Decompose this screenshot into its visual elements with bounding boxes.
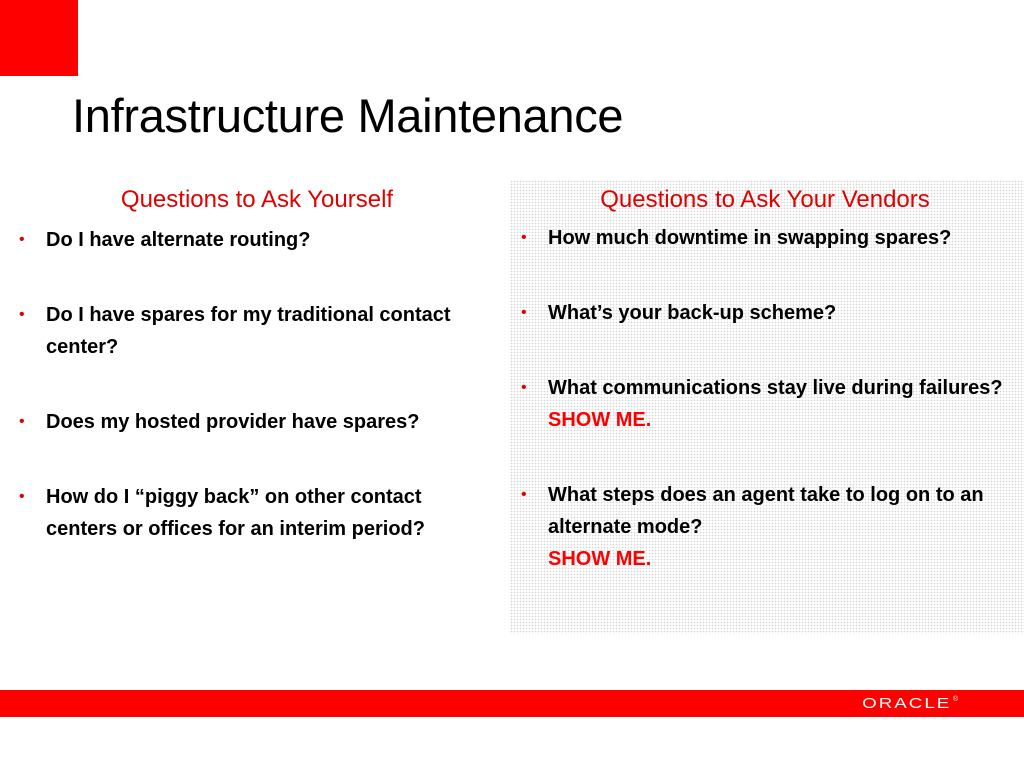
list-item-text: Does my hosted provider have spares? (46, 411, 420, 433)
list-item-text: What communications stay live during failures? (548, 377, 1003, 399)
list-item (516, 297, 1008, 329)
list-item-text: How much downtime in swapping spares? (548, 227, 952, 249)
list-item-text: How do I “piggy back” on other contact centers or offices for an interim period? (46, 486, 425, 540)
list-item (516, 479, 1008, 575)
list-item (516, 222, 1008, 254)
bullet-icon: • (19, 306, 25, 323)
left-column (14, 186, 504, 588)
oracle-logo (861, 695, 958, 712)
right-column (510, 180, 1024, 634)
footer-bar (0, 690, 1024, 717)
left-question-list (14, 224, 504, 545)
list-item-text: Do I have spares for my traditional contact center? (46, 304, 451, 358)
bullet-icon: • (521, 379, 527, 396)
bullet-icon: • (521, 304, 527, 321)
list-item-text: What’s your back-up scheme? (548, 302, 837, 324)
show-me-emphasis: SHOW ME. (548, 548, 652, 570)
show-me-emphasis: SHOW ME. (548, 409, 652, 431)
oracle-logo-text: ORACLE (861, 695, 951, 712)
list-item (14, 224, 466, 256)
list-item (14, 481, 466, 545)
right-question-list (516, 222, 1024, 575)
bullet-icon: • (19, 488, 25, 505)
list-item (14, 299, 466, 363)
bullet-icon: • (521, 229, 527, 246)
slide-title: Infrastructure Maintenance (72, 89, 624, 142)
list-item-text: Do I have alternate routing? (46, 229, 311, 251)
registered-mark: ® (952, 696, 958, 703)
bullet-icon: • (19, 413, 25, 430)
list-item-text: What steps does an agent take to log on to an alternate mode? (548, 484, 984, 538)
list-item (14, 406, 466, 438)
list-item (516, 372, 1008, 436)
left-column-heading: Questions to Ask Yourself (120, 186, 394, 213)
bullet-icon: • (19, 231, 25, 248)
corner-accent-block (0, 0, 78, 76)
right-column-heading: Questions to Ask Your Vendors (600, 186, 930, 213)
bullet-icon: • (521, 486, 527, 503)
